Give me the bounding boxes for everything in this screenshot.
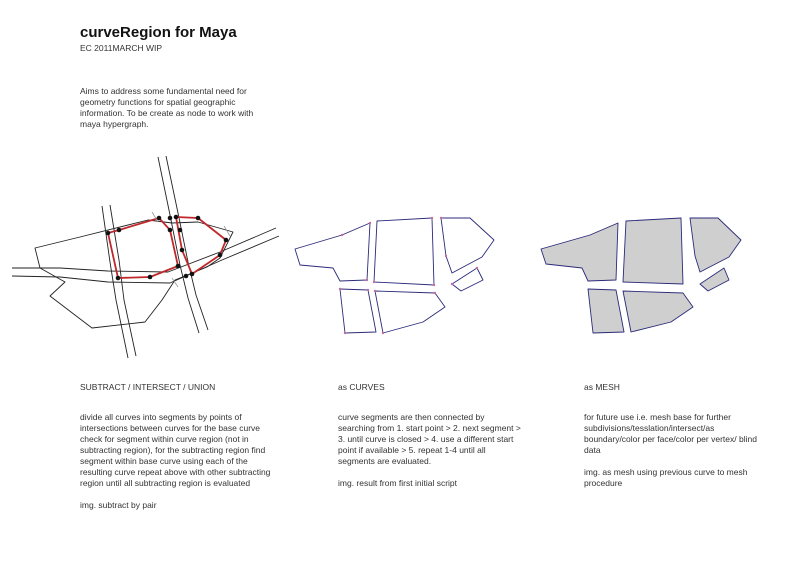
section-caption-subtract: img. subtract by pair	[80, 500, 157, 510]
mesh-face-a	[541, 223, 618, 281]
section-text-subtract: divide all curves into segments by points of intersections between curves for the base curve check for segment within curve region (not in subtracting region), for the subtracting region find segment within base curve using each of the resulting curve repeat above with other subtracting region until all subtracting region is evaluated	[80, 412, 271, 488]
mesh-face-d	[588, 289, 624, 333]
section-body-mesh	[584, 412, 764, 489]
section-caption-curves: img. result from first initial script	[338, 478, 458, 488]
mesh-face-e	[623, 291, 693, 332]
road-horizontal-top	[12, 228, 276, 272]
mesh-face-f	[700, 268, 729, 291]
section-text-curves: curve segments are then connected by searching from 1. start point > 2. next segment > 3. until curve is closed > 4. use a different start point if available > 5. repeat 1-4 until all segments are evaluated.	[338, 412, 521, 466]
section-body-curves	[338, 412, 523, 489]
curve-region-b	[374, 218, 434, 285]
diagram-curves	[295, 217, 494, 334]
road-right-a	[158, 157, 199, 333]
section-caption-mesh: img. as mesh using previous curve to mesh procedure	[584, 467, 748, 488]
curve-nodes	[339, 217, 478, 334]
curve-region-c	[441, 218, 494, 273]
page-subtitle: EC 2011MARCH WIP	[80, 43, 163, 53]
base-region-outline	[35, 220, 233, 328]
mesh-face-c	[690, 218, 741, 272]
curve-region-e	[375, 291, 445, 333]
curve-region-d	[340, 289, 376, 333]
curve-region-a	[295, 223, 370, 281]
intro-text: Aims to address some fundamental need for geometry functions for spatial geographic information. To be create as node to work with maya hypergraph.	[80, 86, 254, 129]
result-region-right	[176, 217, 226, 274]
mesh-face-b	[623, 218, 683, 284]
section-heading-subtract: SUBTRACT / INTERSECT / UNION	[80, 382, 216, 392]
section-heading-mesh: as MESH	[584, 382, 620, 392]
road-horizontal-bottom	[12, 236, 279, 283]
curve-region-f	[452, 268, 483, 291]
section-text-mesh: for future use i.e. mesh base for further subdivisions/tesslation/intersect/as boundary/color per face/color per vertex/ blind data	[584, 412, 757, 455]
page-title: curveRegion for Maya	[80, 24, 237, 41]
section-body-subtract	[80, 412, 280, 511]
diagram-subtract	[12, 156, 279, 358]
section-heading-curves: as CURVES	[338, 382, 385, 392]
diagram-mesh	[541, 218, 741, 333]
